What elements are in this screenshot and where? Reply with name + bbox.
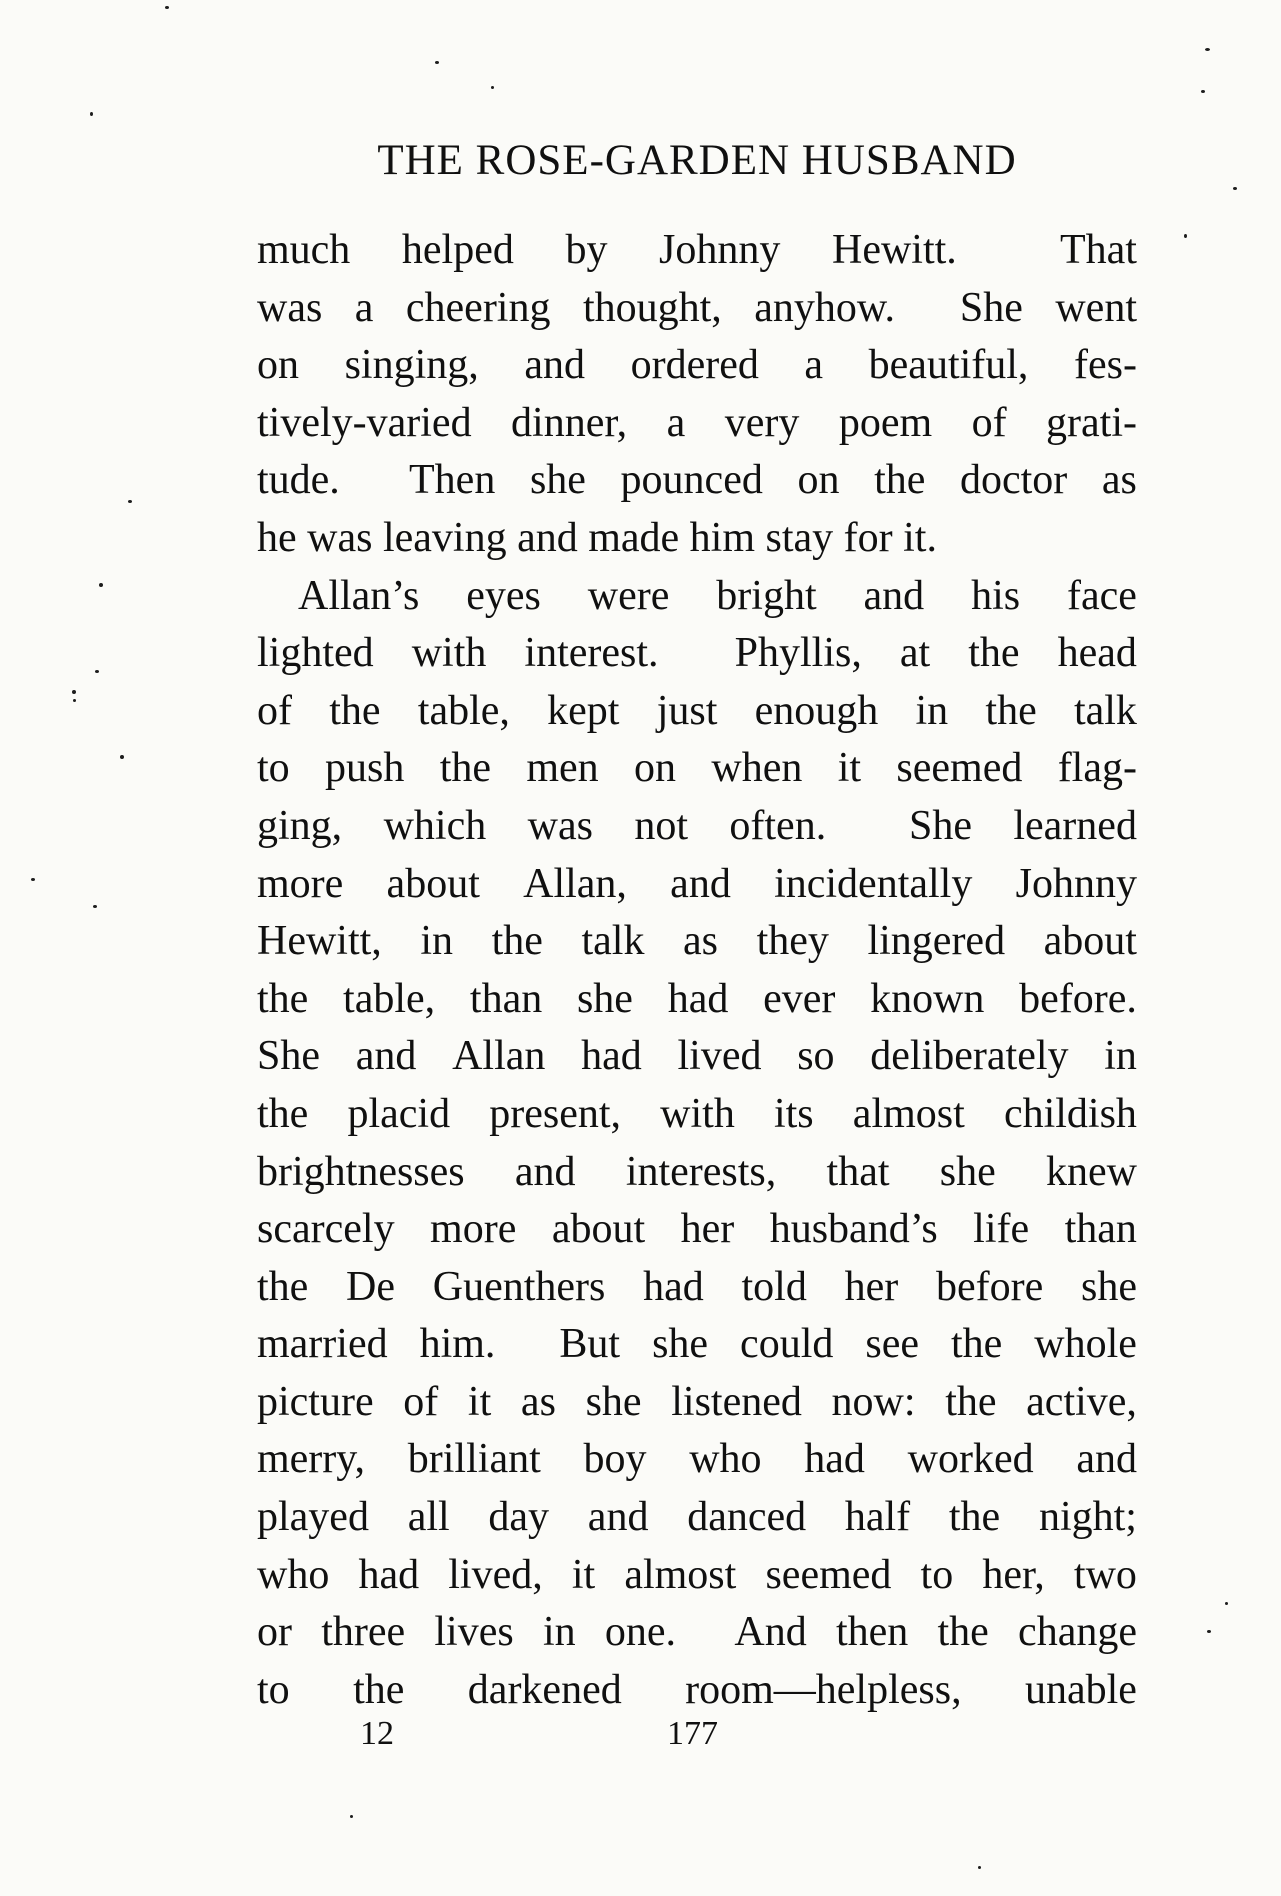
page-number: 177 [667,1715,718,1752]
text-line: lighted with interest. Phyllis, at the head [257,630,1137,677]
text-line: the De Guenthers had told her before she [257,1263,1137,1310]
scan-speck [120,755,124,759]
page-body [257,222,1137,1719]
text-line: scarcely more about her husband’s life than [257,1206,1137,1253]
scan-speck [1201,90,1205,93]
scan-speck [435,61,439,64]
scan-speck [350,1815,353,1818]
text-line: he was leaving and made him stay for it. [257,514,937,561]
scan-speck [93,905,97,908]
scan-speck [99,583,103,587]
text-line: ging, which was not often. She learned [257,802,1137,849]
text-line: Hewitt, in the talk as they lingered about [257,918,1137,965]
text-line: Allan’s eyes were bright and his face [298,572,1137,619]
text-line: who had lived, it almost seemed to her, two [257,1551,1137,1598]
text-line: married him. But she could see the whole [257,1321,1137,1368]
text-line: on singing, and ordered a beautiful, fes- [257,342,1137,389]
scan-speck [491,86,494,89]
text-line: of the table, kept just enough in the talk [257,687,1137,734]
text-line: tively-varied dinner, a very poem of grati- [257,399,1137,446]
text-line: played all day and danced half the night; [257,1494,1137,1541]
scan-speck [73,699,76,702]
text-line: tude. Then she pounced on the doctor as [257,457,1137,504]
scan-speck [95,670,99,673]
scan-speck [1184,234,1187,238]
running-header: THE ROSE-GARDEN HUSBAND [377,137,1017,184]
scan-speck [1205,48,1210,51]
text-line: more about Allan, and incidentally Johnny [257,860,1137,907]
scan-speck [128,500,132,503]
text-line: to push the men on when it seemed flag- [257,745,1137,792]
signature-number: 12 [360,1715,394,1752]
scan-speck [978,1866,981,1869]
scan-speck [1207,1630,1211,1633]
text-line: or three lives in one. And then the change [257,1609,1137,1656]
scan-speck [165,6,169,9]
scan-speck [1225,1602,1228,1605]
scan-speck [72,690,76,694]
scan-speck [1233,187,1237,190]
scan-speck [31,878,35,881]
text-line: picture of it as she listened now: the active, [257,1378,1137,1425]
text-line: merry, brilliant boy who had worked and [257,1436,1137,1483]
text-line: She and Allan had lived so deliberately in [257,1033,1137,1080]
text-line: to the darkened room—helpless, unable [257,1666,1137,1713]
text-line: the placid present, with its almost childish [257,1090,1137,1137]
text-line: the table, than she had ever known before. [257,975,1137,1022]
text-line: much helped by Johnny Hewitt. That [257,227,1137,273]
text-line: was a cheering thought, anyhow. She went [257,284,1137,331]
text-line: brightnesses and interests, that she knew [257,1148,1137,1195]
scan-speck [90,112,93,116]
